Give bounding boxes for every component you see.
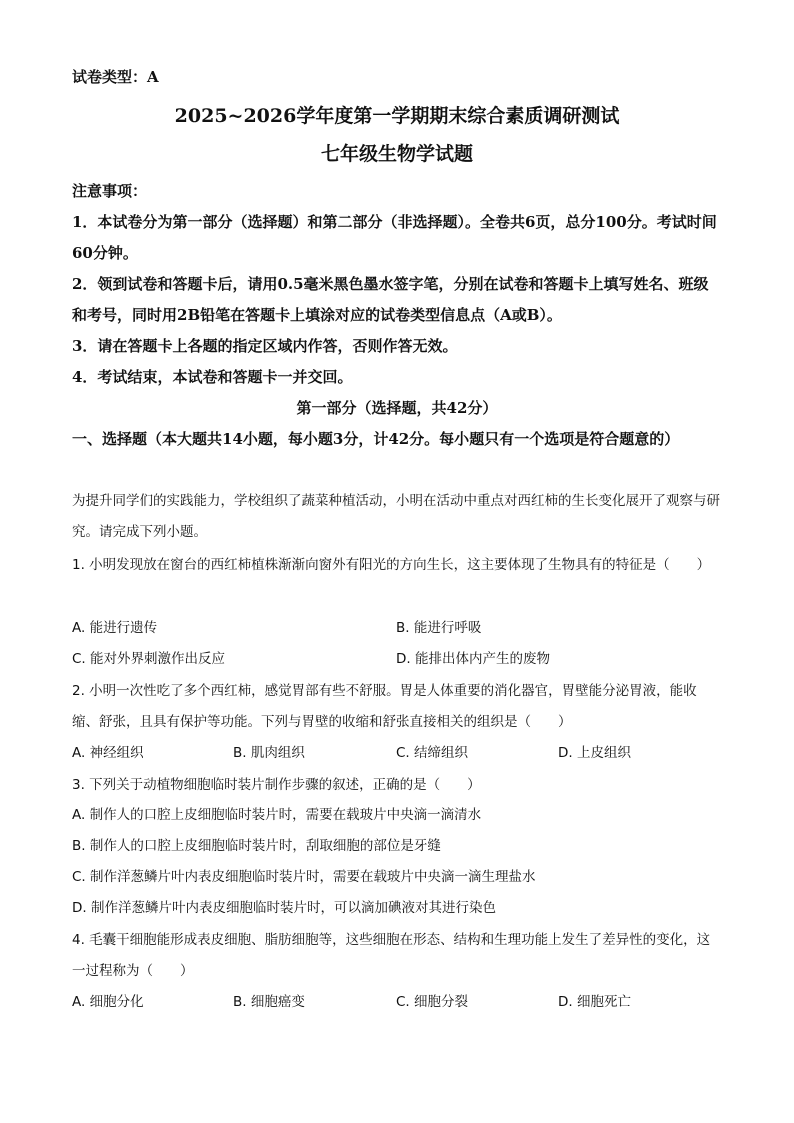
option-c[interactable]: C. 制作洋葱鳞片叶内表皮细胞临时装片时，需要在载玻片中央滴一滴生理盐水 — [72, 869, 536, 885]
options-row — [72, 741, 722, 765]
option-a[interactable]: A. 能进行遗传 — [72, 620, 158, 636]
options-row — [72, 647, 722, 671]
option-c[interactable]: C. 结缔组织 — [396, 745, 469, 761]
option-b[interactable]: B. 能进行呼吸 — [396, 620, 482, 636]
option-d[interactable]: D. 细胞死亡 — [558, 994, 631, 1010]
note-item: 3．请在答题卡上各题的指定区域内作答，否则作答无效。 — [72, 337, 458, 355]
notes-heading: 注意事项： — [72, 182, 148, 200]
options-row — [72, 990, 722, 1014]
exam-title: 2025~2026学年度第一学期期末综合素质调研测试 — [174, 105, 620, 127]
scenario-intro: 为提升同学们的实践能力，学校组织了蔬菜种植活动，小明在活动中重点对西红柿的生长变化展开了观察与研究。请完成下列小题。 — [72, 493, 720, 540]
option-d[interactable]: D. 能排出体内产生的废物 — [396, 651, 550, 667]
option-a[interactable]: A. 细胞分化 — [72, 994, 144, 1010]
part-heading: 第一部分（选择题，共42分） — [296, 399, 498, 417]
option-a[interactable]: A. 制作人的口腔上皮细胞临时装片时，需要在载玻片中央滴一滴清水 — [72, 807, 482, 823]
option-d[interactable]: D. 上皮组织 — [558, 745, 631, 761]
option-b[interactable]: B. 肌肉组织 — [233, 745, 305, 761]
option-b[interactable]: B. 制作人的口腔上皮细胞临时装片时，刮取细胞的部位是牙缝 — [72, 838, 441, 854]
note-item: 1．本试卷分为第一部分（选择题）和第二部分（非选择题）。全卷共6页，总分100分。考试时间60分钟。 — [72, 213, 717, 262]
question-stem: 4. 毛囊干细胞能形成表皮细胞、脂肪细胞等，这些细胞在形态、结构和生理功能上发生了差异性的变化，这一过程称为（ ） — [72, 932, 711, 979]
question-stem: 2. 小明一次性吃了多个西红柿，感觉胃部有些不舒服。胃是人体重要的消化器官，胃壁能分泌胃液，能收缩、舒张，且具有保护等功能。下列与胃壁的收缩和舒张直接相关的组织是（ ） — [72, 683, 697, 730]
option-c[interactable]: C. 能对外界刺激作出反应 — [72, 651, 226, 667]
option-d[interactable]: D. 制作洋葱鳞片叶内表皮细胞临时装片时，可以滴加碘液对其进行染色 — [72, 900, 496, 916]
paper-type-label: 试卷类型：A — [72, 68, 159, 86]
option-a[interactable]: A. 神经组织 — [72, 745, 144, 761]
options-row — [72, 616, 722, 640]
note-item: 4．考试结束，本试卷和答题卡一并交回。 — [72, 368, 353, 386]
question-stem: 3. 下列关于动植物细胞临时装片制作步骤的叙述，正确的是（ ） — [72, 777, 481, 793]
section-heading: 一、选择题（本大题共14小题，每小题3分，计42分。每小题只有一个选项是符合题意的） — [72, 430, 680, 448]
question-stem: 1. 小明发现放在窗台的西红柿植株渐渐向窗外有阳光的方向生长，这主要体现了生物具有的特征是（ ） — [72, 557, 711, 573]
exam-subtitle: 七年级生物学试题 — [320, 143, 473, 165]
option-b[interactable]: B. 细胞癌变 — [233, 994, 305, 1010]
note-item: 2．领到试卷和答题卡后，请用0.5毫米黑色墨水签字笔，分别在试卷和答题卡上填写姓名、班级和考号，同时用2B铅笔在答题卡上填涂对应的试卷类型信息点（A或B）。 — [72, 275, 709, 324]
option-c[interactable]: C. 细胞分裂 — [396, 994, 469, 1010]
